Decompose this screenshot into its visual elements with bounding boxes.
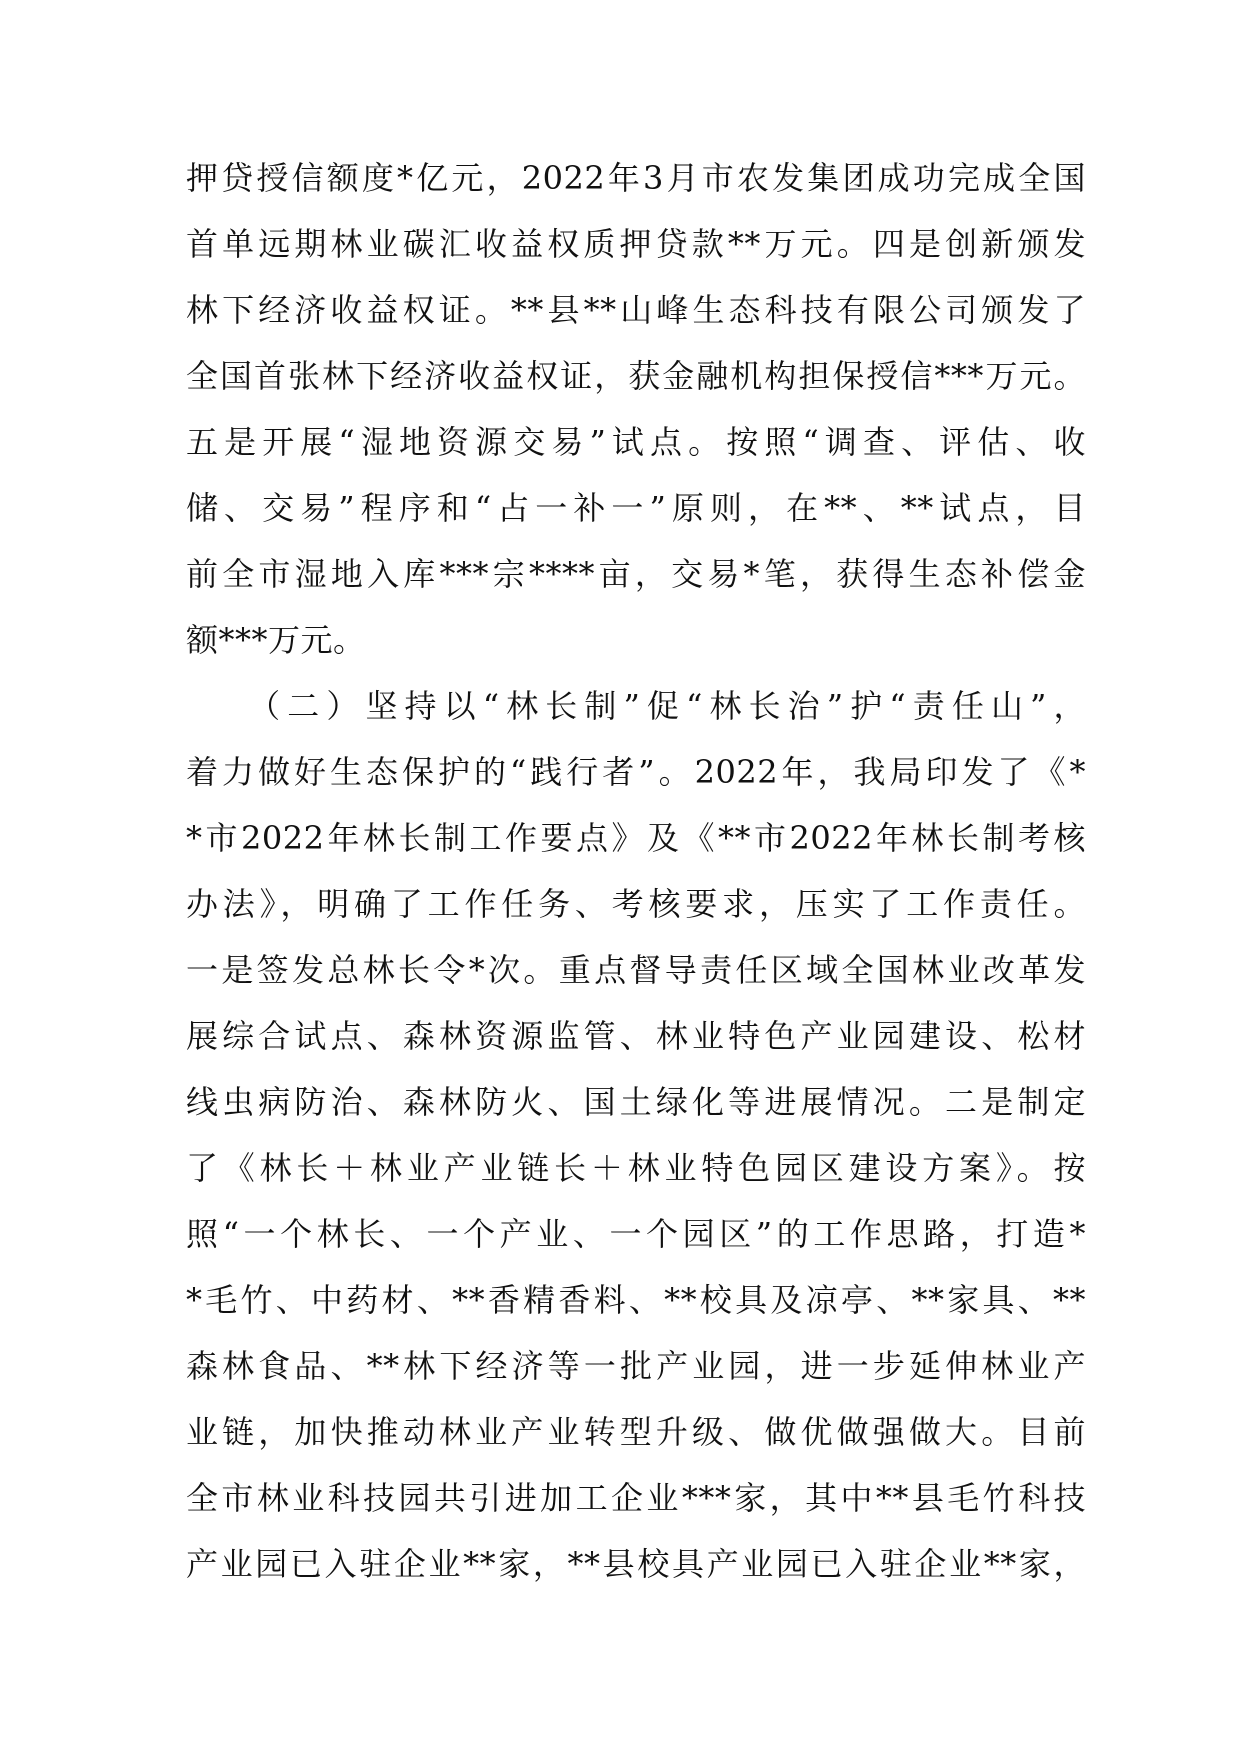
text-line: 全国首张林下经济收益权证，获金融机构担保授信***万元。 <box>186 357 1086 395</box>
text-line: 一是签发总林长令*次。重点督导责任区域全国林业改革发 <box>186 951 1086 989</box>
text-line: *毛竹、中药材、**香精香料、**校具及凉亭、**家具、** <box>186 1281 1086 1319</box>
text-line: 照“一个林长、一个产业、一个园区”的工作思路，打造* <box>186 1215 1086 1253</box>
text-line: 展综合试点、森林资源监管、林业特色产业园建设、松材 <box>186 1017 1086 1055</box>
text-line: 了《林长＋林业产业链长＋林业特色园区建设方案》。按 <box>186 1149 1086 1187</box>
text-line: 全市林业科技园共引进加工企业***家，其中**县毛竹科技 <box>186 1479 1086 1517</box>
text-line: *市2022年林长制工作要点》及《**市2022年林长制考核 <box>186 819 1086 857</box>
text-line: 首单远期林业碳汇收益权质押贷款**万元。四是创新颁发 <box>186 225 1086 263</box>
text-line: 办法》，明确了工作任务、考核要求，压实了工作责任。 <box>186 885 1086 923</box>
text-line: 前全市湿地入库***宗****亩，交易*笔，获得生态补偿金 <box>186 555 1086 593</box>
text-line: 额***万元。 <box>186 621 366 659</box>
text-line: 储、交易”程序和“占一补一”原则，在**、**试点，目 <box>186 489 1086 527</box>
text-line: 产业园已入驻企业**家，**县校具产业园已入驻企业**家， <box>186 1545 1086 1583</box>
text-line: 林下经济收益权证。**县**山峰生态科技有限公司颁发了 <box>186 291 1086 329</box>
text-line: 五是开展“湿地资源交易”试点。按照“调查、评估、收 <box>186 423 1086 461</box>
text-line: 着力做好生态保护的“践行者”。2022年，我局印发了《* <box>186 753 1086 791</box>
body-text <box>186 145 1086 1597</box>
text-line: 押贷授信额度*亿元，2022年3月市农发集团成功完成全国 <box>186 159 1086 197</box>
section-heading-line: （二）坚持以“林长制”促“林长治”护“责任山”， <box>186 687 1086 725</box>
text-line: 线虫病防治、森林防火、国土绿化等进展情况。二是制定 <box>186 1083 1086 1121</box>
text-line: 业链，加快推动林业产业转型升级、做优做强做大。目前 <box>186 1413 1086 1451</box>
text-line: 森林食品、**林下经济等一批产业园，进一步延伸林业产 <box>186 1347 1086 1385</box>
